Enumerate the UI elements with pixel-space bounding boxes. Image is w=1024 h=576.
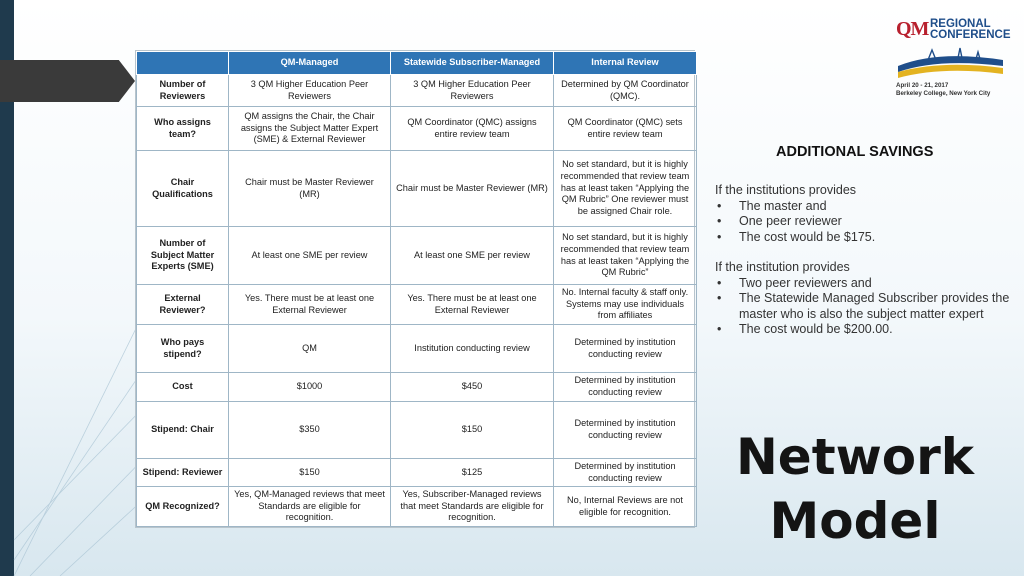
cell-internal: Determined by institution conducting review	[554, 459, 697, 487]
table-row	[137, 402, 697, 459]
cell-qm: 3 QM Higher Education Peer Reviewers	[229, 75, 391, 107]
cell-qm: QM	[229, 325, 391, 373]
row-label: Stipend: Chair	[137, 402, 229, 459]
cell-internal: Determined by institution conducting review	[554, 402, 697, 459]
conference-logo	[896, 14, 1011, 84]
cell-qm: At least one SME per review	[229, 227, 391, 285]
row-label: Cost	[137, 373, 229, 402]
column-header-internal: Internal Review	[554, 52, 697, 75]
cell-statewide: 3 QM Higher Education Peer Reviewers	[391, 75, 554, 107]
list-item: • The cost would be $175.	[715, 230, 1020, 246]
cell-qm: Yes, QM-Managed reviews that meet Standards are eligible for recognition.	[229, 487, 391, 527]
column-header	[137, 52, 229, 75]
cell-internal: No set standard, but it is highly recommended that review team has at least taken “Applying the QM Rubric”	[554, 227, 697, 285]
cell-statewide: Chair must be Master Reviewer (MR)	[391, 151, 554, 227]
table-row	[137, 459, 697, 487]
comparison-table-container	[135, 50, 695, 528]
table-row	[137, 373, 697, 402]
cell-internal: Determined by QM Coordinator (QMC).	[554, 75, 697, 107]
cell-statewide: At least one SME per review	[391, 227, 554, 285]
row-label: Who pays stipend?	[137, 325, 229, 373]
logo-title	[930, 19, 1011, 41]
row-label: External Reviewer?	[137, 285, 229, 325]
event-location: Berkeley College, New York City	[896, 90, 991, 97]
cell-internal: Determined by institution conducting review	[554, 325, 697, 373]
cell-statewide: Yes, Subscriber-Managed reviews that meet Standards are eligible for recognition.	[391, 487, 554, 527]
cell-internal: No, Internal Reviews are not eligible for recognition.	[554, 487, 697, 527]
table-row	[137, 325, 697, 373]
column-header-statewide: Statewide Subscriber-Managed	[391, 52, 554, 75]
savings-list-2	[715, 276, 1020, 338]
list-item: • The Statewide Managed Subscriber provides the master who is also the subject matter expert	[715, 291, 1020, 322]
cell-internal: Determined by institution conducting review	[554, 373, 697, 402]
heading-line1: Network	[735, 428, 975, 486]
table-row	[137, 285, 697, 325]
table-row	[137, 487, 697, 527]
cell-qm: Yes. There must be at least one External Reviewer	[229, 285, 391, 325]
cell-statewide: Yes. There must be at least one External Reviewer	[391, 285, 554, 325]
list-item: • The cost would be $200.00.	[715, 322, 1020, 338]
logo-skyline-graphic	[898, 46, 1003, 80]
savings-list-1	[715, 199, 1020, 246]
row-label: Stipend: Reviewer	[137, 459, 229, 487]
cell-statewide: $450	[391, 373, 554, 402]
slide-heading	[700, 425, 1010, 553]
list-item: • The master and	[715, 199, 1020, 215]
table-row	[137, 107, 697, 151]
table-row	[137, 75, 697, 107]
cell-statewide: QM Coordinator (QMC) assigns entire review team	[391, 107, 554, 151]
slide-arrow-marker	[0, 60, 135, 102]
list-item: • One peer reviewer	[715, 214, 1020, 230]
comparison-table	[136, 51, 697, 527]
row-label: Who assigns team?	[137, 107, 229, 151]
cell-statewide: Institution conducting review	[391, 325, 554, 373]
list-item: • Two peer reviewers and	[715, 276, 1020, 292]
cell-internal: No. Internal faculty & staff only. Systems may use individuals from affiliates	[554, 285, 697, 325]
logo-line1: REGIONAL	[930, 18, 991, 30]
table-header-row	[137, 52, 697, 75]
table-row	[137, 151, 697, 227]
cell-statewide: $150	[391, 402, 554, 459]
column-header-qm-managed: QM-Managed	[229, 52, 391, 75]
savings-intro-2: If the institution provides	[715, 260, 850, 274]
savings-intro-1: If the institutions provides	[715, 183, 857, 197]
cell-qm: $350	[229, 402, 391, 459]
row-label: Chair Qualifications	[137, 151, 229, 227]
row-label: Number of Reviewers	[137, 75, 229, 107]
additional-savings-text	[715, 183, 1020, 353]
row-label: QM Recognized?	[137, 487, 229, 527]
row-label: Number of Subject Matter Experts (SME)	[137, 227, 229, 285]
additional-savings-title: ADDITIONAL SAVINGS	[776, 144, 934, 160]
cell-qm: $1000	[229, 373, 391, 402]
table-row	[137, 227, 697, 285]
cell-qm: $150	[229, 459, 391, 487]
cell-statewide: $125	[391, 459, 554, 487]
heading-line2: Model	[769, 492, 941, 550]
cell-qm: QM assigns the Chair, the Chair assigns the Subject Matter Expert (SME) & External Reviewer	[229, 107, 391, 151]
logo-qm-mark: QM	[896, 18, 929, 40]
cell-internal: QM Coordinator (QMC) sets entire review team	[554, 107, 697, 151]
event-date: April 20 - 21, 2017	[896, 82, 949, 89]
cell-internal: No set standard, but it is highly recommended that review team has at least taken “Applying the QM Rubric” One reviewer must be assigned Chair role.	[554, 151, 697, 227]
event-date-location	[896, 82, 990, 98]
cell-qm: Chair must be Master Reviewer (MR)	[229, 151, 391, 227]
logo-line2: CONFERENCE	[930, 29, 1011, 41]
